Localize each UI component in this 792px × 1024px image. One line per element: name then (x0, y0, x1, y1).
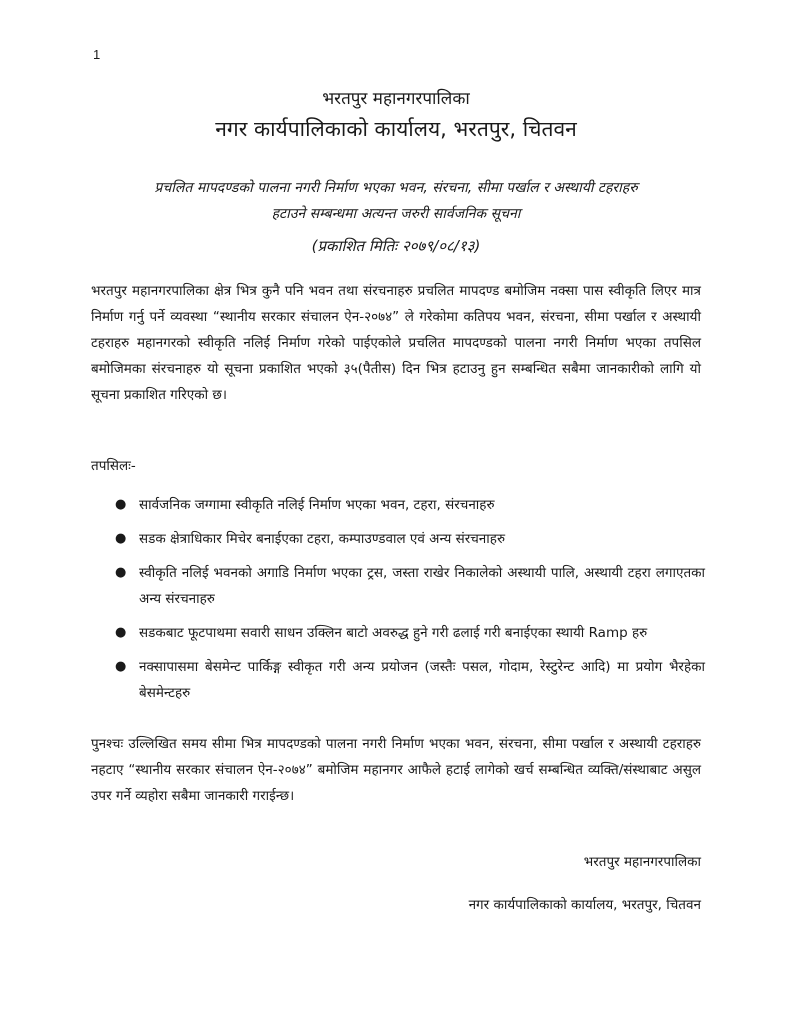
bullet-icon: ● (115, 531, 127, 546)
list-item (115, 492, 705, 518)
list-item-text: स्वीकृति नलिई भवनको अगाडि निर्माण भएका ट्रस, जस्ता राखेर निकालेको अस्थायी पालि, अस्थायी टहरा लगाएतका अन्य संरचनाहरु (139, 565, 705, 607)
subject-line-2: हटाउने सम्बन्धमा अत्यन्त जरुरी सार्वजनिक सूचना (271, 206, 521, 222)
postscript: पुनश्चः उल्लिखित समय सीमा भित्र मापदण्डको पालना नगरी निर्माण भएका भवन, संरचना, सीमा पर्खाल र अस्थायी टहराहरु नहटाए “स्थानीय सरकार संचालन ऐन-२०७४” बमोजिम महानगर आफैले हटाई लागेको खर्च सम्बन्धित व्यक्ति/संस्थाबाट असुल उपर गर्ने व्यहोरा सबैमा जानकारी गराईन्छ। (91, 736, 701, 804)
list-item-text: नक्सापासमा बेसमेन्ट पार्किङ्ग स्वीकृत गरी अन्य प्रयोजन (जस्तैः पसल, गोदाम, रेस्टुरेन्ट आदि) मा प्रयोग भैरहेका बेसमेन्टहरु (139, 659, 705, 701)
bullet-icon: ● (115, 659, 127, 674)
notice-subject (60, 175, 732, 227)
list-item-text: सडकबाट फूटपाथमा सवारी साधन उक्लिन बाटो अवरुद्ध हुने गरी ढलाई गरी बनाईएका स्थायी Ramp हरु (139, 625, 648, 641)
notice-body: भरतपुर महानगरपालिका क्षेत्र भित्र कुनै पनि भवन तथा संरचनाहरु प्रचलित मापदण्ड बमोजिम नक्सा पास स्वीकृति लिएर मात्र निर्माण गर्नु पर्ने व्यवस्था “स्थानीय सरकार संचालन ऐन-२०७४” ले गरेकोमा कतिपय भवन, संरचना, सीमा पर्खाल र अस्थायी टहराहरु महानगरको स्वीकृति नलिई निर्माण गरेको पाईएकोले प्रचलित मापदण्डको पालना नगरी निर्माण भएका तपसिल बमोजिमका संरचनाहरु यो सूचना प्रकाशित भएको ३५(पैतीस) दिन भित्र हटाउनु हुन सम्बन्धित सबैमा जानकारीको लागि यो सूचना प्रकाशित गरिएको छ। (91, 283, 701, 403)
list-item (115, 560, 705, 612)
list-item-text: सार्वजनिक जग्गामा स्वीकृति नलिई निर्माण भएका भवन, टहरा, संरचनाहरु (139, 497, 495, 513)
list-item (115, 620, 705, 646)
details-label: तपसिलः- (91, 458, 136, 474)
details-list (115, 492, 705, 714)
bullet-icon: ● (115, 497, 127, 512)
bullet-icon: ● (115, 565, 127, 580)
signature-office-name: नगर कार्यपालिकाको कार्यालय, भरतपुर, चितवन (468, 897, 701, 913)
header-org-name: भरतपुर महानगरपालिका (322, 89, 470, 109)
list-item (115, 654, 705, 706)
header-office-name: नगर कार्यपालिकाको कार्यालय, भरतपुर, चितवन (215, 117, 577, 141)
subject-line-1: प्रचलित मापदण्डको पालना नगरी निर्माण भएका भवन, संरचना, सीमा पर्खाल र अस्थायी टहराहरु (154, 180, 638, 196)
bullet-icon: ● (115, 625, 127, 640)
list-item-text: सडक क्षेत्राधिकार मिचेर बनाईएका टहरा, कम्पाउण्डवाल एवं अन्य संरचनाहरु (139, 531, 506, 547)
list-item (115, 526, 705, 552)
publication-date: (प्रकाशित मितिः २०७९/०८/१३) (311, 237, 481, 255)
page-number: 1 (93, 47, 101, 62)
signature-org-name: भरतपुर महानगरपालिका (583, 854, 701, 870)
